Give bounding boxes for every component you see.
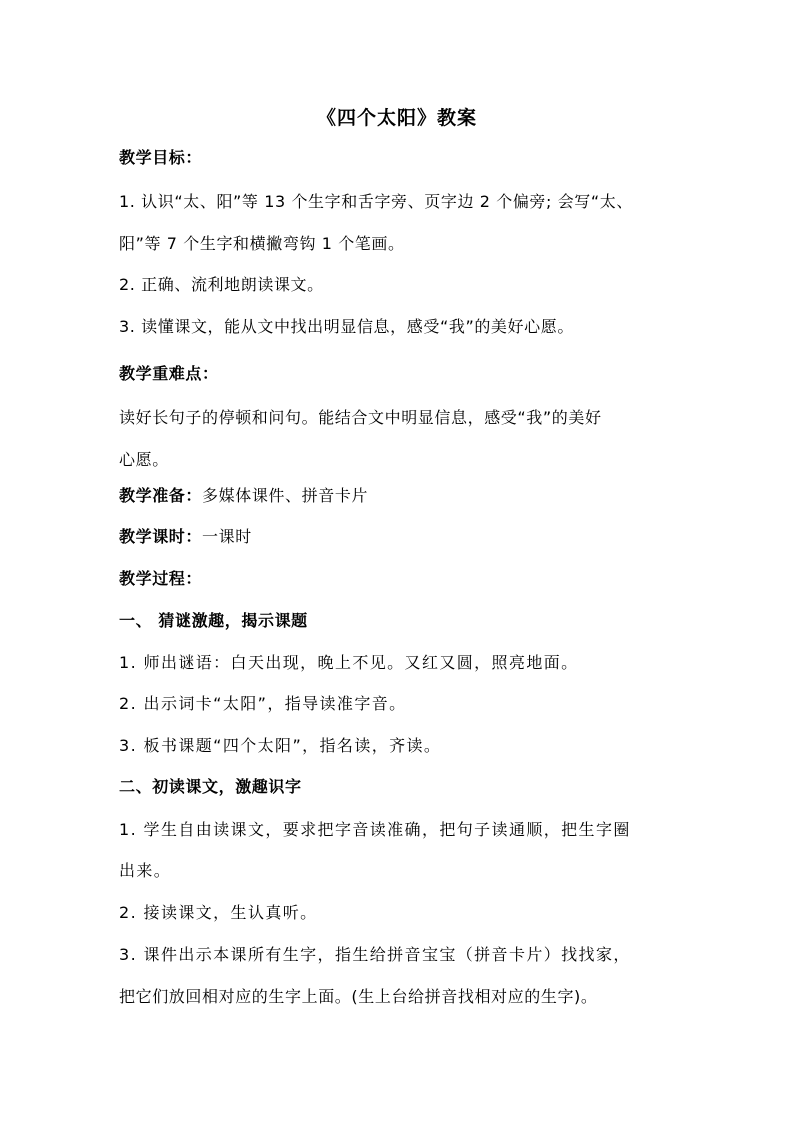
hours-value: 一课时 xyxy=(202,527,252,546)
page-title: 《四个太阳》教案 xyxy=(316,107,477,129)
process-heading: 教学过程： xyxy=(119,569,203,588)
goals-heading: 教学目标： xyxy=(119,148,203,167)
section1-heading: 一、 猜谜激趣，揭示课题 xyxy=(119,611,308,630)
preparation-row xyxy=(119,486,699,506)
section2-line: 把它们放回相对应的生字上面。(生上台给拼音找相对应的生字)。 xyxy=(119,987,598,1006)
hours-row xyxy=(119,527,699,547)
section2-heading: 二、初读课文，激趣识字 xyxy=(119,777,302,796)
goal-line: 阳”等 7 个生字和横撇弯钩 1 个笔画。 xyxy=(119,234,405,253)
section2-line: 出来。 xyxy=(119,861,172,880)
section2-line: 1. 学生自由读课文，要求把字音读准确，把句子读通顺，把生字圈 xyxy=(119,820,631,839)
goal-line: 3. 读懂课文，能从文中找出明显信息，感受“我”的美好心愿。 xyxy=(119,317,574,336)
preparation-value: 多媒体课件、拼音卡片 xyxy=(202,486,369,505)
key-points-line: 心愿。 xyxy=(119,450,169,469)
section1-item: 3. 板书课题“四个太阳”，指名读，齐读。 xyxy=(119,736,442,755)
section1-item: 1. 师出谜语：白天出现，晚上不见。又红又圆，照亮地面。 xyxy=(119,653,579,672)
section1-item: 2. 出示词卡“太阳”，指导读准字音。 xyxy=(119,694,407,713)
key-points-line: 读好长句子的停顿和问句。能结合文中明显信息，感受“我”的美好 xyxy=(119,408,602,427)
preparation-label: 教学准备： xyxy=(119,486,203,505)
goal-line: 1. 认识“太、阳”等 13 个生字和舌字旁、页字边 2 个偏旁; 会写“太、 xyxy=(119,192,633,211)
goal-line: 2. 正确、流利地朗读课文。 xyxy=(119,275,324,294)
hours-label: 教学课时： xyxy=(119,527,203,546)
section2-line: 3. 课件出示本课所有生字，指生给拼音宝宝（拼音卡片）找找家， xyxy=(119,945,631,964)
key-points-heading: 教学重难点： xyxy=(119,364,219,383)
section2-line: 2. 接读课文，生认真听。 xyxy=(119,903,318,922)
